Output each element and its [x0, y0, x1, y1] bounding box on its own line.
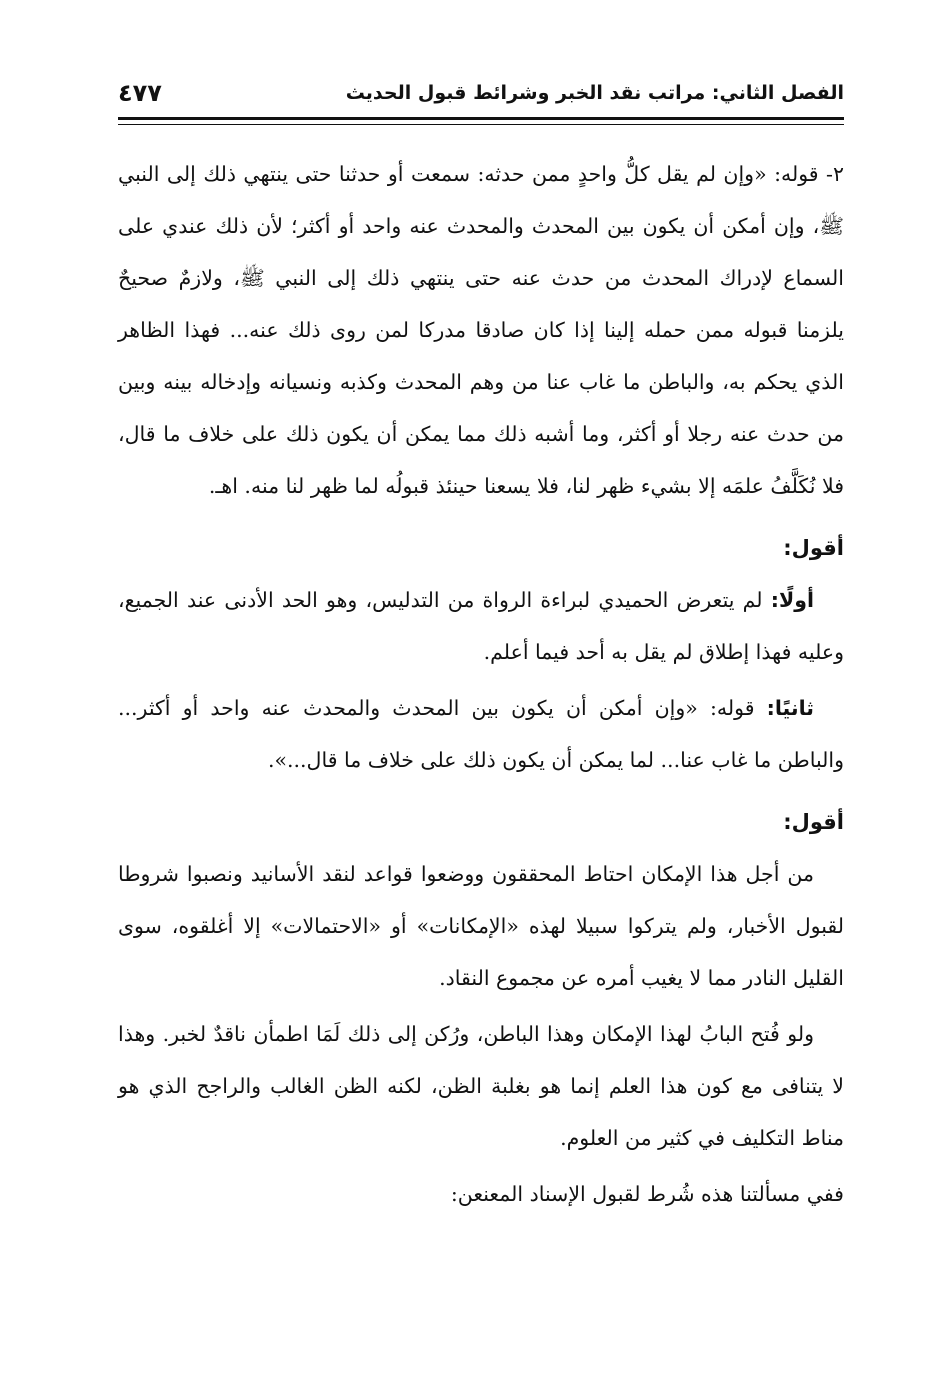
- body-paragraph-isnad-rules: من أجل هذا الإمكان احتاط المحققون ووضعوا قواعد لنقد الأسانيد ونصبوا شروطا لقبول الأخبار، ولم يتركوا سبيلا لهذه «الإمكانات» أو «الاحتمالات» إلا أغلقوه، سوى القليل النادر مما لا يغيب أمره عن مجموع النقاد.: [118, 862, 844, 990]
- running-header: [118, 72, 844, 114]
- body-paragraph-condition: ففي مسألتنا هذه شُرط لقبول الإسناد المعنعن:: [450, 1182, 844, 1206]
- point-second-label: ثانيًا:: [766, 696, 814, 720]
- section-heading-aqool: أقول:: [783, 536, 844, 560]
- chapter-title: الفصل الثاني: مراتب نقد الخبر وشرائط قبول الحديث: [345, 82, 844, 104]
- point-first-paragraph: [118, 574, 844, 678]
- point-second-text: قوله: «وإن أمكن أن يكون بين المحدث والمحدث عنه واحد أو أكثر... والباطن ما غاب عنا... لما يمكن أن يكون ذلك على خلاف ما قال...».: [118, 696, 844, 772]
- header-rule-thick: [118, 117, 844, 120]
- point-second-paragraph: [118, 682, 844, 786]
- section-heading-aqool-2: أقول:: [783, 810, 844, 834]
- quote-paragraph: ٢- قوله: «وإن لم يقل كلُّ واحدٍ ممن حدثه: سمعت أو حدثنا حتى ينتهي ذلك إلى النبي ﷺ، وإن أمكن أن يكون بين المحدث والمحدث عنه واحد أو أكثر؛ لأن ذلك عندي على السماع لإدراك المحدث من حدث عنه حتى ينتهي ذلك إلى النبي ﷺ، ولازمٌ صحيحٌ يلزمنا قبوله ممن حمله إلينا إذا كان صادقا مدركا لمن روى ذلك عنه... فهذا الظاهر الذي يحكم به، والباطن ما غاب عنا من وهم المحدث وكذبه ونسيانه وإدخاله بينه وبين من حدث عنه رجلا أو أكثر، وما أشبه ذلك مما يمكن أن يكون ذلك على خلاف ما قال، فلا نُكَلَّفُ علمَه إلا بشيء ظهر لنا، فلا يسعنا حينئذ قبولُه لما ظهر لنا منه. اهـ.: [118, 162, 844, 498]
- point-first-text: لم يتعرض الحميدي لبراءة الرواة من التدليس، وهو الحد الأدنى عند الجميع، وعليه فهذا إطلاق لم يقل به أحد فيما أعلم.: [118, 588, 844, 664]
- body-paragraph-possibility: ولو فُتح البابُ لهذا الإمكان وهذا الباطن، ورُكن إلى ذلك لَمَا اطمأن ناقدٌ لخبر. وهذا لا يتنافى مع كون هذا العلم إنما هو بغلبة الظن، لكنه الظن الغالب والراجح الذي هو مناط التكليف في كثير من العلوم.: [118, 1022, 844, 1150]
- page-number: ٤٧٧: [118, 79, 162, 107]
- point-first-label: أولًا:: [770, 588, 814, 612]
- page-body: [118, 148, 844, 1220]
- header-rule-thin: [118, 124, 844, 125]
